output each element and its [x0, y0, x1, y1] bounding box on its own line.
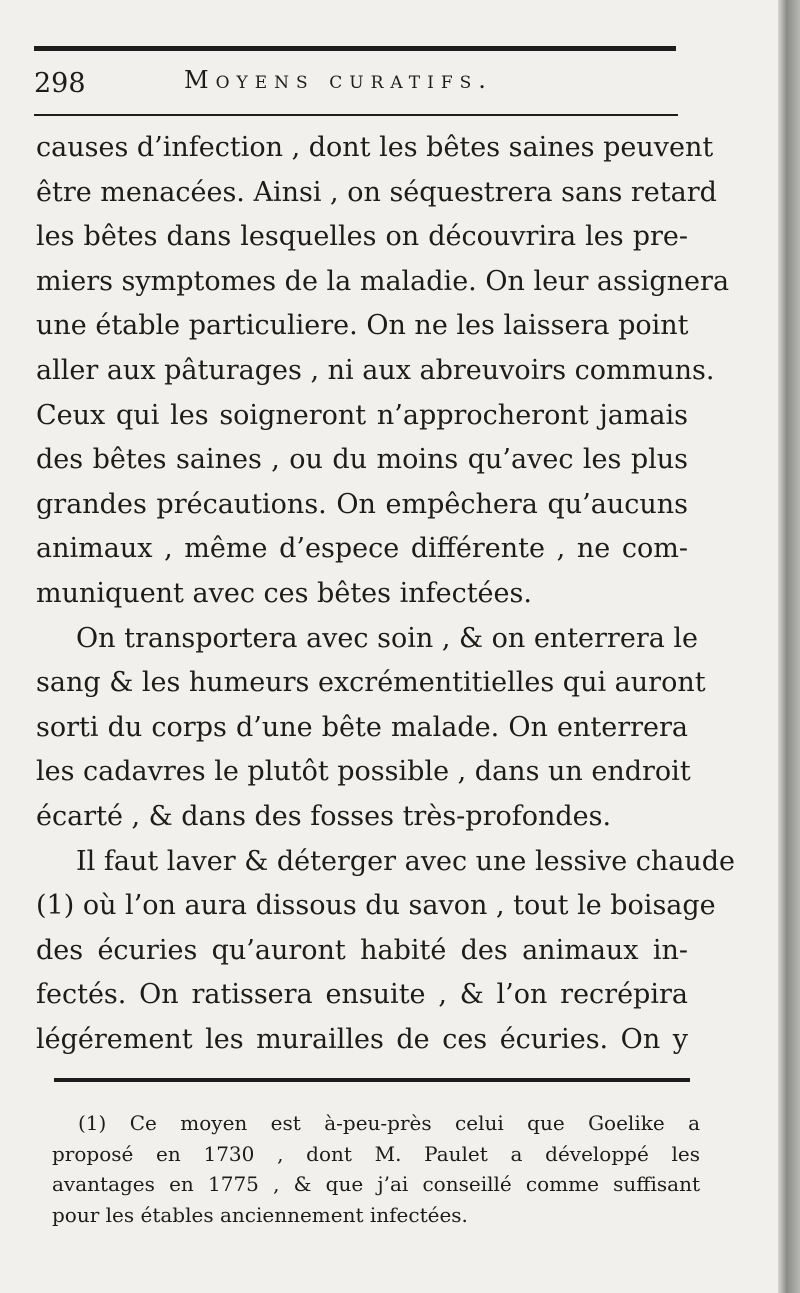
top-rule	[34, 46, 676, 51]
text-line: On transportera avec soin , & on enterrera le	[76, 622, 699, 654]
header-rule	[34, 114, 678, 116]
text-line: légérement les murailles de ces écuries. On y	[36, 1023, 688, 1055]
text-line: aller aux pâturages , ni aux abreuvoirs communs.	[36, 354, 715, 386]
text-line: animaux , même d’espece différente , ne com-	[36, 533, 688, 565]
text-line: miers symptomes de la maladie. On leur assignera	[36, 265, 730, 297]
text-line: des écuries qu’auront habité des animaux in-	[36, 934, 688, 966]
footnote-line: pour les étables anciennement infectées.	[52, 1202, 468, 1227]
text-line: les bêtes dans lesquelles on découvrira les pre-	[36, 221, 688, 253]
text-line: les cadavres le plutôt possible , dans un endroit	[36, 756, 691, 788]
main-text	[36, 126, 736, 1062]
text-line: des bêtes saines , ou du moins qu’avec les plus	[36, 444, 688, 476]
running-title: Moyens curatifs.	[184, 66, 493, 94]
text-line: une étable particuliere. On ne les laissera point	[36, 310, 689, 342]
footnote-line: avantages en 1775 , & que j’ai conseillé comme suffisant	[52, 1172, 700, 1196]
footnote-rule	[54, 1078, 690, 1082]
page-header	[34, 58, 678, 106]
footnote-line: (1) Ce moyen est à-peu-près celui que Goelike a	[78, 1111, 700, 1135]
text-line: sorti du corps d’une bête malade. On enterrera	[36, 711, 688, 743]
footnote	[52, 1108, 700, 1230]
text-line: grandes précautions. On empêchera qu’aucuns	[36, 488, 688, 520]
text-line: (1) où l’on aura dissous du savon , tout le boisage	[36, 890, 716, 922]
text-line: causes d’infection , dont les bêtes saines peuvent	[36, 132, 714, 163]
text-line: écarté , & dans des fosses très-profondes.	[36, 800, 612, 832]
text-line: Il faut laver & déterger avec une lessive chaude	[76, 845, 736, 877]
text-line: sang & les humeurs excrémentitielles qui auront	[36, 667, 706, 699]
page-edge-shadow	[778, 0, 800, 1293]
text-line: Ceux qui les soigneront n’approcheront jamais	[36, 399, 688, 431]
text-line: muniquent avec ces bêtes infectées.	[36, 577, 532, 609]
footnote-line: proposé en 1730 , dont M. Paulet a développé les	[52, 1141, 700, 1166]
text-line: être menacées. Ainsi , on séquestrera sans retard	[36, 176, 717, 208]
text-line: fectés. On ratissera ensuite , & l’on recrépira	[36, 979, 688, 1011]
page-number: 298	[34, 68, 86, 99]
